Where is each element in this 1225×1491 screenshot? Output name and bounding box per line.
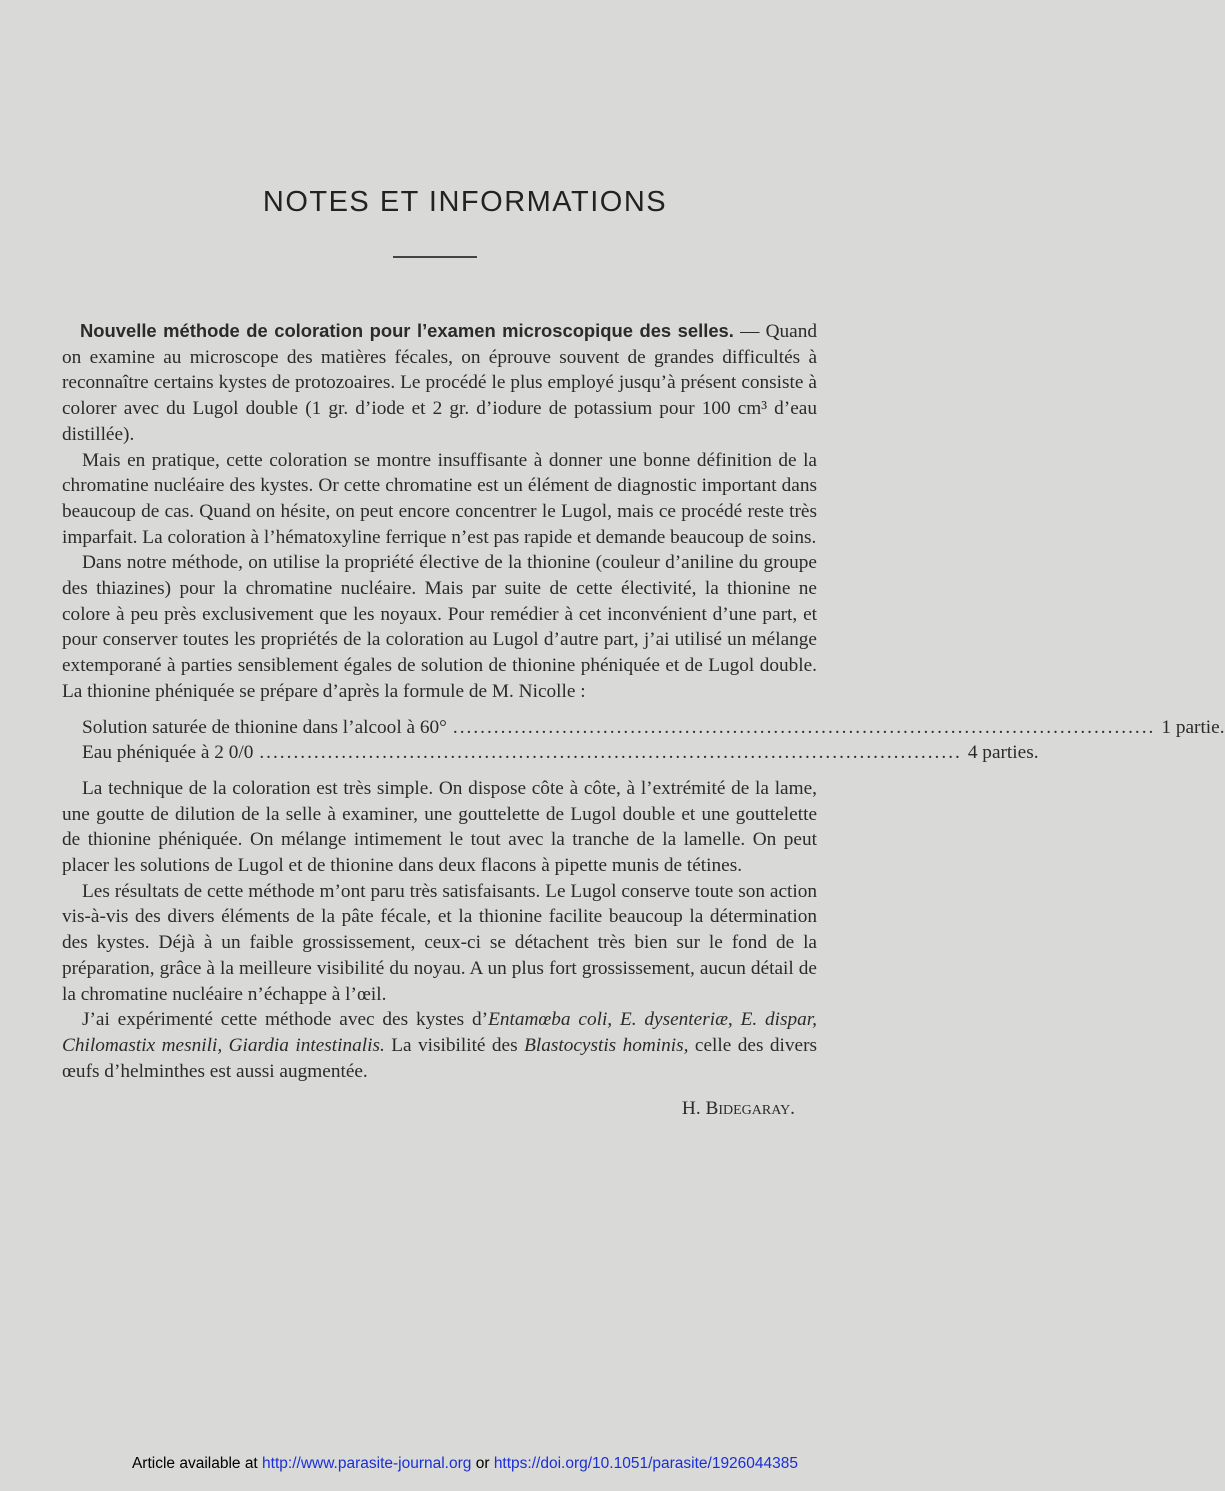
species-list: Entamœba coli, E. dysenteriæ, E. dispar, Chilomastix mesnili, Giardia intestinalis. <box>62 1009 817 1056</box>
leader-dots: ....................................................................................................... <box>452 716 1156 738</box>
formula-value: 4 parties. <box>967 742 1039 764</box>
formula-row <box>82 740 1039 766</box>
paragraph-4: La technique de la coloration est très simple. On dispose côte à côte, à l’extrémité de la lame, une goutte de dilution de la selle à examiner, une gouttelette de Lugol double et une gouttelette de thionine phéniquée. On mélange intimement le tout avec la tranche de la lamelle. On peut placer les solutions de Lugol et de thionine dans deux flacons à pipette munis de tétines. <box>62 777 817 877</box>
formula-row <box>82 715 1225 741</box>
article-body <box>62 318 1225 1122</box>
journal-link[interactable]: http://www.parasite-journal.org <box>262 1455 472 1472</box>
formula-value: 1 partie. <box>1161 716 1225 738</box>
author-initial: H. <box>681 1098 706 1120</box>
paragraph-6-text-a: J’ai expérimenté cette méthode avec des kystes d’ <box>82 1009 489 1031</box>
formula-label: Eau phéniquée à 2 0/0 <box>82 742 254 764</box>
author-name: Bidegaray. <box>705 1098 795 1120</box>
paragraph-6-text-c: celle des divers œufs d’helminthes est aussi augmentée. <box>62 1034 817 1082</box>
formula-label: Solution saturée de thionine dans l’alcool à 60° <box>82 716 447 738</box>
footer-prefix: Article available at <box>131 1455 263 1472</box>
footer-separator: or <box>471 1455 494 1472</box>
paragraph-3: Dans notre méthode, on utilise la propriété élective de la thionine (couleur d’aniline du groupe des thiazines) pour la chromatine nucléaire. Mais par suite de cette électivité, la thionine ne colore à peu près exclusivement que les noyaux. Pour remédier à cet inconvénient d’une part, et pour conserver toutes les propriétés de la coloration au Lugol d’autre part, j’ai utilisé un mélange extemporané à parties sensiblement égales de solution de thionine phéniquée et de Lugol double. La thionine phéniquée se prépare d’après la formule de M. Nicolle : <box>62 552 817 702</box>
doi-link[interactable]: https://doi.org/10.1051/parasite/1926044385 <box>493 1455 799 1472</box>
paragraph-6 <box>62 1007 817 1084</box>
species-name: Blastocystis hominis, <box>524 1034 689 1056</box>
paragraph-5: Les résultats de cette méthode m’ont paru très satisfaisants. Le Lugol conserve toute son action vis-à-vis des divers éléments de la pâte fécale, et la thionine facilite beaucoup la détermination des kystes. Déjà à un faible grossissement, ceux-ci se détachent très bien sur le fond de la préparation, grâce à la meilleure visibilité du noyau. A un plus fort grossissement, aucun détail de la chromatine nucléaire n’échappe à l’œil. <box>62 880 817 1005</box>
formula-block <box>82 715 1225 766</box>
paragraph-2: Mais en pratique, cette coloration se montre insuffisante à donner une bonne définition de la chromatine nucléaire des kystes. Or cette chromatine est un élément de diagnostic important dans beaucoup de cas. Quand on hésite, on peut encore concentrer le Lugol, mais ce procédé reste très imparfait. La coloration à l’hématoxyline ferrique n’est pas rapide et demande beaucoup de soins. <box>62 449 817 548</box>
author-signature <box>62 1096 817 1122</box>
paragraph-1 <box>62 318 817 448</box>
heading-divider <box>393 256 477 258</box>
availability-footer <box>0 1455 930 1473</box>
section-heading: NOTES ET INFORMATIONS <box>262 186 668 218</box>
paragraph-6-text-b: La visibilité des <box>384 1034 525 1056</box>
article-title: Nouvelle méthode de coloration pour l’examen microscopique des selles. <box>80 320 734 341</box>
leader-dots: ....................................................................................................... <box>259 742 962 764</box>
paragraph-1-text: — Quand on examine au microscope des matières fécales, on éprouve souvent de grandes difficultés à reconnaître certains kystes de protozoaires. Le procédé le plus employé jusqu’à présent consiste à colorer avec du Lugol double (1 gr. d’iode et 2 gr. d’iodure de potassium pour 100 cm³ d’eau distillée). <box>62 321 817 445</box>
